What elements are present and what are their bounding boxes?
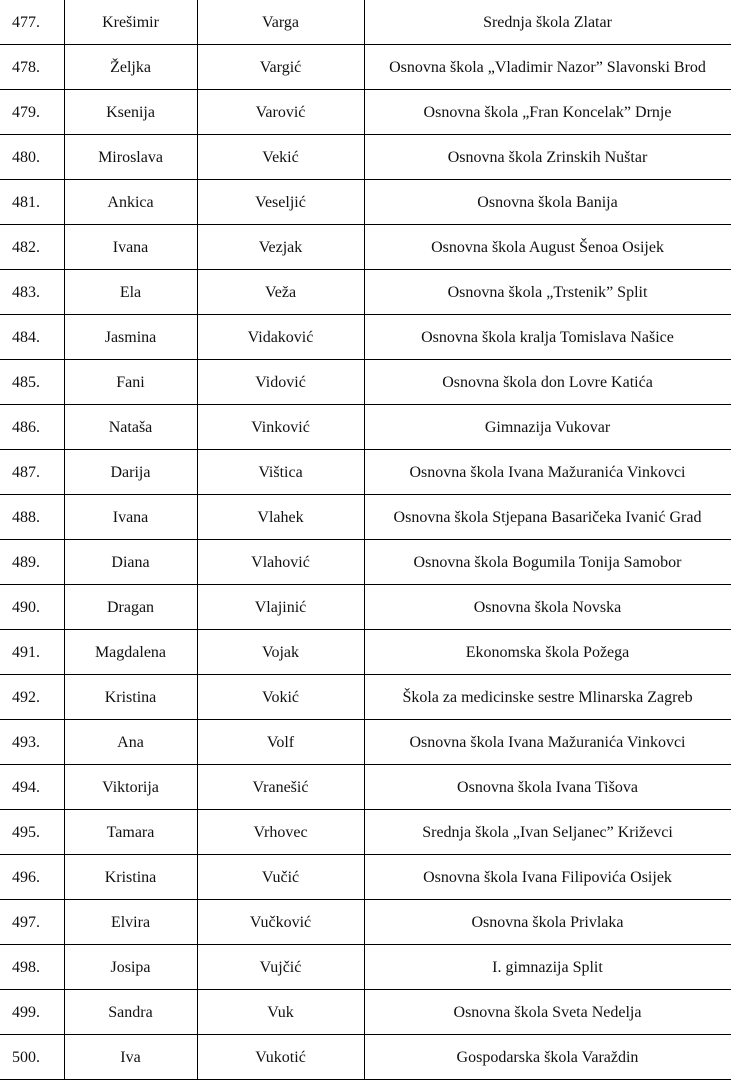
table-row [0, 1035, 731, 1080]
table-row [0, 315, 731, 360]
table-row [0, 135, 731, 180]
last-name-cell: Veža [197, 270, 364, 315]
first-name-cell: Josipa [64, 945, 197, 990]
table-row [0, 990, 731, 1035]
row-number-cell: 494. [0, 765, 64, 810]
row-number-cell: 490. [0, 585, 64, 630]
table-row [0, 540, 731, 585]
row-number-cell: 488. [0, 495, 64, 540]
table-row [0, 225, 731, 270]
school-name-cell: Osnovna škola Ivana Tišova [364, 765, 731, 810]
last-name-cell: Varović [197, 90, 364, 135]
row-number-cell: 493. [0, 720, 64, 765]
table-row [0, 450, 731, 495]
last-name-cell: Vojak [197, 630, 364, 675]
school-name-cell: Osnovna škola „Vladimir Nazor” Slavonski Brod [364, 45, 731, 90]
school-name-cell: Škola za medicinske sestre Mlinarska Zagreb [364, 675, 731, 720]
row-number-cell: 487. [0, 450, 64, 495]
first-name-cell: Ela [64, 270, 197, 315]
school-name-cell: Osnovna škola Ivana Mažuranića Vinkovci [364, 720, 731, 765]
first-name-cell: Tamara [64, 810, 197, 855]
table-row [0, 45, 731, 90]
last-name-cell: Vezjak [197, 225, 364, 270]
school-name-cell: Gospodarska škola Varaždin [364, 1035, 731, 1080]
first-name-cell: Ivana [64, 225, 197, 270]
table-row [0, 585, 731, 630]
table-row [0, 900, 731, 945]
school-name-cell: Osnovna škola „Trstenik” Split [364, 270, 731, 315]
school-name-cell: Osnovna škola Sveta Nedelja [364, 990, 731, 1035]
school-name-cell: Gimnazija Vukovar [364, 405, 731, 450]
table-row [0, 405, 731, 450]
last-name-cell: Vučković [197, 900, 364, 945]
school-name-cell: Osnovna škola Bogumila Tonija Samobor [364, 540, 731, 585]
row-number-cell: 495. [0, 810, 64, 855]
row-number-cell: 489. [0, 540, 64, 585]
school-name-cell: Osnovna škola Novska [364, 585, 731, 630]
school-name-cell: Srednja škola „Ivan Seljanec” Križevci [364, 810, 731, 855]
last-name-cell: Vučić [197, 855, 364, 900]
school-name-cell: Osnovna škola Privlaka [364, 900, 731, 945]
table-row [0, 630, 731, 675]
row-number-cell: 478. [0, 45, 64, 90]
first-name-cell: Ksenija [64, 90, 197, 135]
row-number-cell: 480. [0, 135, 64, 180]
last-name-cell: Vekić [197, 135, 364, 180]
last-name-cell: Vokić [197, 675, 364, 720]
row-number-cell: 484. [0, 315, 64, 360]
table-row [0, 90, 731, 135]
last-name-cell: Vlajinić [197, 585, 364, 630]
first-name-cell: Fani [64, 360, 197, 405]
last-name-cell: Vranešić [197, 765, 364, 810]
first-name-cell: Krešimir [64, 0, 197, 45]
school-name-cell: Osnovna škola Zrinskih Nuštar [364, 135, 731, 180]
first-name-cell: Magdalena [64, 630, 197, 675]
last-name-cell: Vištica [197, 450, 364, 495]
school-name-cell: Osnovna škola don Lovre Katića [364, 360, 731, 405]
row-number-cell: 479. [0, 90, 64, 135]
school-name-cell: Osnovna škola Stjepana Basaričeka Ivanić Grad [364, 495, 731, 540]
last-name-cell: Vinković [197, 405, 364, 450]
school-name-cell: I. gimnazija Split [364, 945, 731, 990]
first-name-cell: Darija [64, 450, 197, 495]
first-name-cell: Kristina [64, 855, 197, 900]
last-name-cell: Vukotić [197, 1035, 364, 1080]
row-number-cell: 496. [0, 855, 64, 900]
school-name-cell: Osnovna škola Banija [364, 180, 731, 225]
row-number-cell: 481. [0, 180, 64, 225]
table-row [0, 0, 731, 45]
table-row [0, 945, 731, 990]
table-row [0, 765, 731, 810]
table-row [0, 720, 731, 765]
first-name-cell: Nataša [64, 405, 197, 450]
school-name-cell: Srednja škola Zlatar [364, 0, 731, 45]
table-row [0, 675, 731, 720]
last-name-cell: Vidović [197, 360, 364, 405]
table-row [0, 180, 731, 225]
first-name-cell: Ankica [64, 180, 197, 225]
row-number-cell: 492. [0, 675, 64, 720]
first-name-cell: Iva [64, 1035, 197, 1080]
table-row [0, 855, 731, 900]
row-number-cell: 491. [0, 630, 64, 675]
table-row [0, 360, 731, 405]
last-name-cell: Veseljić [197, 180, 364, 225]
school-name-cell: Osnovna škola Ivana Filipovića Osijek [364, 855, 731, 900]
school-name-cell: Osnovna škola August Šenoa Osijek [364, 225, 731, 270]
table-row [0, 495, 731, 540]
first-name-cell: Jasmina [64, 315, 197, 360]
last-name-cell: Vuk [197, 990, 364, 1035]
first-name-cell: Kristina [64, 675, 197, 720]
row-number-cell: 498. [0, 945, 64, 990]
last-name-cell: Volf [197, 720, 364, 765]
table-row [0, 270, 731, 315]
first-name-cell: Ana [64, 720, 197, 765]
first-name-cell: Viktorija [64, 765, 197, 810]
first-name-cell: Željka [64, 45, 197, 90]
table-row [0, 810, 731, 855]
last-name-cell: Vlahović [197, 540, 364, 585]
first-name-cell: Miroslava [64, 135, 197, 180]
school-name-cell: Osnovna škola kralja Tomislava Našice [364, 315, 731, 360]
last-name-cell: Vlahek [197, 495, 364, 540]
row-number-cell: 482. [0, 225, 64, 270]
row-number-cell: 497. [0, 900, 64, 945]
row-number-cell: 499. [0, 990, 64, 1035]
first-name-cell: Ivana [64, 495, 197, 540]
school-name-cell: Ekonomska škola Požega [364, 630, 731, 675]
row-number-cell: 485. [0, 360, 64, 405]
last-name-cell: Vrhovec [197, 810, 364, 855]
last-name-cell: Vujčić [197, 945, 364, 990]
first-name-cell: Diana [64, 540, 197, 585]
first-name-cell: Dragan [64, 585, 197, 630]
school-name-cell: Osnovna škola „Fran Koncelak” Drnje [364, 90, 731, 135]
school-name-cell: Osnovna škola Ivana Mažuranića Vinkovci [364, 450, 731, 495]
last-name-cell: Varga [197, 0, 364, 45]
first-name-cell: Sandra [64, 990, 197, 1035]
row-number-cell: 500. [0, 1035, 64, 1080]
last-name-cell: Vidaković [197, 315, 364, 360]
row-number-cell: 483. [0, 270, 64, 315]
first-name-cell: Elvira [64, 900, 197, 945]
row-number-cell: 486. [0, 405, 64, 450]
last-name-cell: Vargić [197, 45, 364, 90]
row-number-cell: 477. [0, 0, 64, 45]
